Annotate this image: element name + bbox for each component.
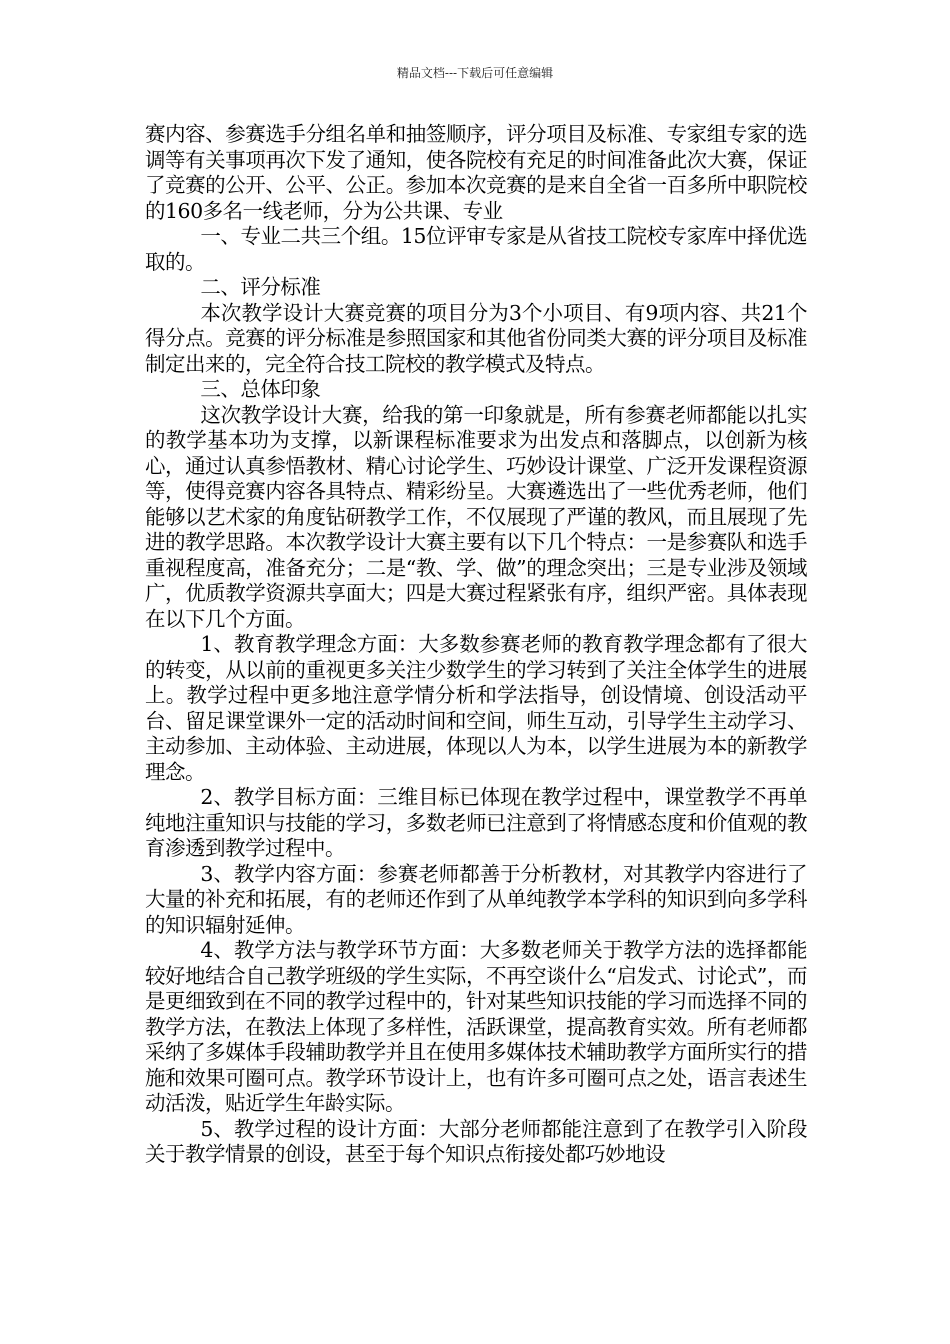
heading-scoring-standards: 二、评分标准 (200, 275, 321, 299)
paragraph-point-5: 5、教学过程的设计方面：大部分老师都能注意到了在教学引入阶段关于教学情景的创设，甚至于每个知识点衔接处都巧妙地设 (145, 1116, 807, 1166)
page-header: 精品文档---下载后可任意编辑 (396, 66, 554, 80)
paragraph-scoring: 本次教学设计大赛竞赛的项目分为3个小项目、有9项内容、共21个得分点。竞赛的评分标准是参照国家和其他省份同类大赛的评分项目及标准制定出来的，完全符合技工院校的教学模式及特点。 (145, 300, 807, 376)
document-body (145, 122, 807, 1168)
paragraph-groups: 一、专业二共三个组。15位评审专家是从省技工院校专家库中择优选取的。 (145, 224, 807, 274)
paragraph-impression: 这次教学设计大赛，给我的第一印象就是，所有参赛老师都能以扎实的教学基本功为支撑，以新课程标准要求为出发点和落脚点，以创新为核心，通过认真参悟教材、精心讨论学生、巧妙设计课堂、广泛开发课程资源等，使得竞赛内容各具特点、精彩纷呈。大赛遴选出了一些优秀老师，他们能够以艺术家的角度钻研教学工作，不仅展现了严谨的教风，而且展现了先进的教学思路。本次教学设计大赛主要有以下几个特点：一是参赛队和选手重视程度高，准备充分；二是“教、学、做”的理念突出；三是专业涉及领域广，优质教学资源共享面大；四是大赛过程紧张有序，组织严密。具体表现在以下几个方面。 (145, 402, 807, 631)
paragraph-point-4: 4、教学方法与教学环节方面：大多数老师关于教学方法的选择都能较好地结合自己教学班级的学生实际，不再空谈什么“启发式、讨论式”，而是更细致到在不同的教学过程中的，针对某些知识技能的学习而选择不同的教学方法，在教法上体现了多样性，活跃课堂，提高教育实效。所有老师都采纳了多媒体手段辅助教学并且在使用多媒体技术辅助教学方面所实行的措施和效果可圈可点。教学环节设计上，也有许多可圈可点之处，语言表述生动活泼，贴近学生年龄实际。 (145, 938, 807, 1115)
paragraph-point-2: 2、教学目标方面：三维目标已体现在教学过程中，课堂教学不再单纯地注重知识与技能的学习，多数老师已注意到了将情感态度和价值观的教育渗透到教学过程中。 (145, 785, 807, 860)
paragraph-intro-continued: 赛内容、参赛选手分组名单和抽签顺序，评分项目及标准、专家组专家的选调等有关事项再次下发了通知，使各院校有充足的时间准备此次大赛，保证了竞赛的公开、公平、公正。参加本次竞赛的是来自全省一百多所中职院校的160多名一线老师，分为公共课、专业 (145, 122, 807, 223)
heading-overall-impression: 三、总体印象 (200, 377, 321, 401)
paragraph-point-3: 3、教学内容方面：参赛老师都善于分析教材，对其教学内容进行了大量的补充和拓展，有的老师还作到了从单纯教学本学科的知识到向多学科的知识辐射延伸。 (145, 861, 807, 937)
paragraph-point-1: 1、教育教学理念方面：大多数参赛老师的教育教学理念都有了很大的转变，从以前的重视更多关注少数学生的学习转到了关注全体学生的进展上。教学过程中更多地注意学情分析和学法指导，创设情境、创设活动平台、留足课堂课外一定的活动时间和空间，师生互动，引导学生主动学习、主动参加、主动体验、主动进展，体现以人为本，以学生进展为本的新教学理念。 (145, 632, 807, 784)
